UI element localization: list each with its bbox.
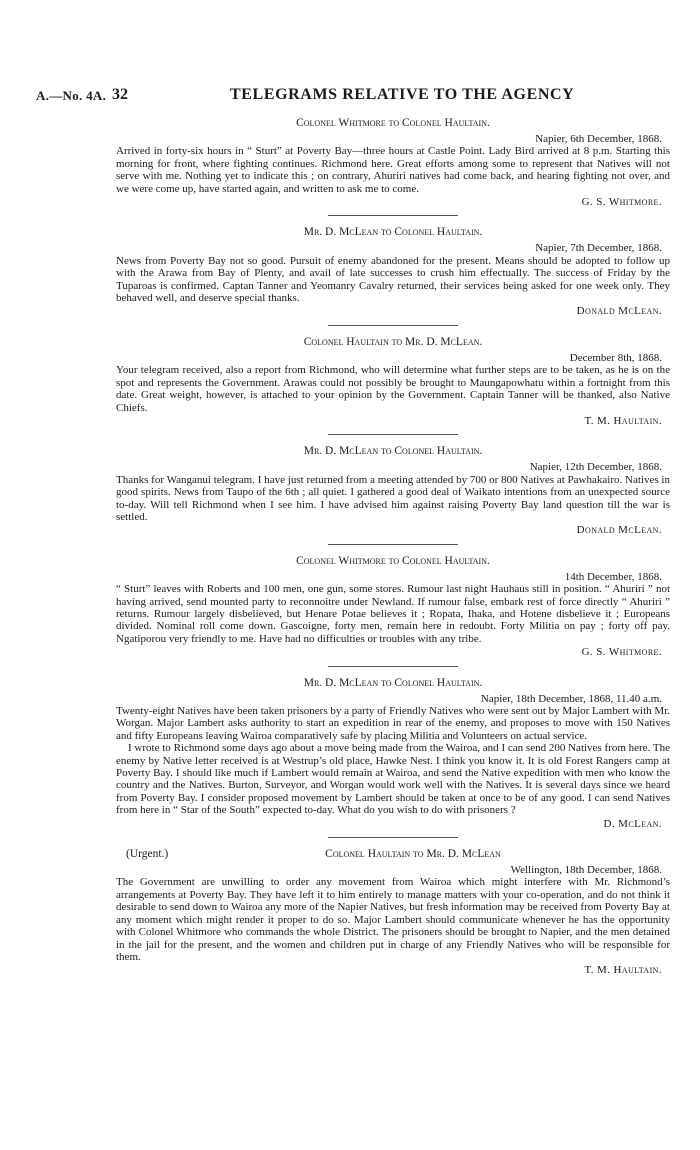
page-header	[36, 86, 666, 108]
separator-rule	[328, 434, 458, 435]
telegram	[116, 445, 670, 544]
telegram	[116, 117, 670, 216]
telegram	[116, 336, 670, 435]
telegram-place-date: Wellington, 18th December, 1868.	[510, 864, 662, 877]
telegram-heading-row	[116, 226, 670, 241]
telegram-place-date: December 8th, 1868.	[569, 351, 662, 364]
telegram	[116, 555, 670, 667]
telegram-heading-row	[116, 848, 670, 863]
telegram-place-date: Napier, 6th December, 1868.	[535, 133, 662, 145]
telegram-heading-row	[116, 445, 670, 460]
urgent-label: (Urgent.)	[126, 848, 169, 861]
telegram-place-date: Napier, 7th December, 1868.	[535, 242, 662, 255]
telegram-heading: Colonel Whitmore to Colonel Haultain.	[296, 554, 490, 567]
telegram-signature: G. S. Whitmore.	[581, 646, 662, 659]
telegram-list	[116, 117, 670, 987]
telegram-paragraph: Your telegram received, also a report from Richmond, who will determine what further steps are to be taken, as he is on the spot and represents the Government. Arawas could not possibly be brought to Maungapowhatu within a fortnight from this date. Great weight, however, is attached to your opinion by the Government. Captain Tanner will be thanked, also Native Chiefs.	[116, 364, 670, 414]
telegram-place-date: Napier, 12th December, 1868.	[529, 461, 662, 474]
telegram-heading: Mr. D. McLean to Colonel Haultain.	[303, 445, 483, 458]
telegram-heading: Mr. D. McLean to Colonel Haultain.	[303, 676, 483, 689]
telegram	[116, 677, 670, 838]
telegram-heading-row	[116, 677, 670, 692]
separator-rule	[328, 325, 458, 326]
separator-rule	[328, 215, 458, 216]
telegram-paragraph: I wrote to Richmond some days ago about a move being made from the Wairoa, and I can send 200 Natives from here. The enemy by Native letter received is at Westrup’s old place, Hawke Nest. I think you know it. It is old Forest Rangers camp at Poverty Bay. I should like much if Lambert would remain at Wairoa, and send the Native expedition with men who know the country and the Natives. Burton, Surveyor, and Worgan would work well with the Natives. It is several days since we heard from Poverty Bay. I consider proposed movement by Lambert should be taken at once to be of any good. I can send Natives from here in “ Star of the South” expected to-day. What do you wish to do with prisoners ?	[116, 742, 670, 817]
telegram-heading: Colonel Haultain to Mr. D. McLean.	[303, 335, 483, 348]
telegram-paragraph: Twenty-eight Natives have been taken prisoners by a party of Friendly Natives who were sent out by Major Lambert with Mr. Worgan. Major Lambert asks authority to start an expedition in rear of the enemy, and proposes to move with 150 Natives and fifty Europeans leaving Wairoa comparatively safe by placing Militia and Volunteers on actual service.	[116, 705, 670, 742]
paper-reference: A.—No. 4A.	[36, 88, 107, 103]
page-title: TELEGRAMS RELATIVE TO THE AGENCY	[230, 86, 575, 103]
telegram-paragraph: The Government are unwilling to order any movement from Wairoa which might interfere with Mr. Richmond’s arrangements at Poverty Bay. They have left it to him entirely to manage matters with your co-operation, and do not think it desirable to send down to Wairoa any more of the Napier Natives, but fresh information may be received from Poverty Bay at any moment which might render it proper to do so. Major Lambert should communicate whenever he has the opportunity with Colonel Whitmore who commands the whole District. The prisoners should be brought to Napier, and the men detained in the jail for the present, and the women and children put in charge of any Friendly Natives who will be responsible for them.	[116, 876, 670, 963]
telegram-signature: D. McLean.	[603, 817, 662, 830]
telegram-heading-row	[116, 336, 670, 351]
telegram-heading: Mr. D. McLean to Colonel Haultain.	[303, 226, 483, 239]
telegram	[116, 848, 670, 977]
telegram-signature: Donald McLean.	[576, 305, 662, 318]
telegram-signature: T. M. Haultain.	[584, 414, 662, 427]
telegram-heading: Colonel Whitmore to Colonel Haultain.	[296, 117, 490, 129]
telegram-place-date: Napier, 18th December, 1868, 11.40 a.m.	[480, 692, 662, 705]
telegram-place-date: 14th December, 1868.	[564, 570, 662, 583]
separator-rule	[328, 544, 458, 545]
telegram-paragraph: Thanks for Wanganui telegram. I have just returned from a meeting attended by 700 or 800 Natives at Pawhakairo. Natives in good spirits. News from Taupo of the 6th ; all quiet. I gathered a good deal of Waikato intentions from an unexpected source to-day. Will tell Richmond when I see him. I have advised him against raising Poverty Bay land question till the war is settled.	[116, 473, 670, 523]
telegram-paragraph: Arrived in forty-six hours in “ Sturt” at Poverty Bay—three hours at Castle Point. Lady Bird arrived at 8 p.m. Starting this morning for front, where fighting continues. Richmond here. Great efforts among some to represent that Natives will not serve with me. Nothing yet to indicate this ; on contrary, Ahuriri natives had come back, and hearing fighting not over, and we were come up, have started again, and written to ask me to come.	[116, 145, 670, 195]
telegram-signature: T. M. Haultain.	[584, 964, 662, 977]
telegram-signature: G. S. Whitmore.	[581, 196, 662, 209]
telegram-heading-row	[116, 117, 670, 132]
page-number: 32	[112, 86, 128, 103]
telegram-paragraph: News from Poverty Bay not so good. Pursuit of enemy abandoned for the present. Means should be adopted to follow up with the Arawa from Bay of Plenty, and avail of late successes to crush him effectually. The success of Friday by the Tuparoas is confirmed. Captan Tanner and Yeomanry Cavalry returned, their services being asked for one week only. They behaved well, and deserve special thanks.	[116, 254, 670, 305]
telegram	[116, 226, 670, 325]
telegram-signature: Donald McLean.	[576, 524, 662, 537]
telegram-paragraph: “ Sturt” leaves with Roberts and 100 men, one gun, some stores. Rumour last night Hauhaus still in position. “ Ahuriri ” not having arrived, send mounted party to reconnoitre under Newland. If rumour false, embark rest of force directly “ Ahuriri ” returns. Rumour largely disbelieved, but Henare Potae believes it ; Ropata, Ihaka, and Hotene disbelieve it ; Europeans divided. Nominal roll come down. Gascoigne, forty men, remain here in redoubt. Forty Militia on pay ; forty off pay. Ngatiporou very friendly to me. Have had no difficulties or troubles with any tribe.	[116, 583, 670, 645]
telegram-heading: Colonel Haultain to Mr. D. McLean	[325, 848, 501, 861]
telegram-heading-row	[116, 555, 670, 570]
separator-rule	[328, 666, 458, 667]
separator-rule	[328, 837, 458, 838]
